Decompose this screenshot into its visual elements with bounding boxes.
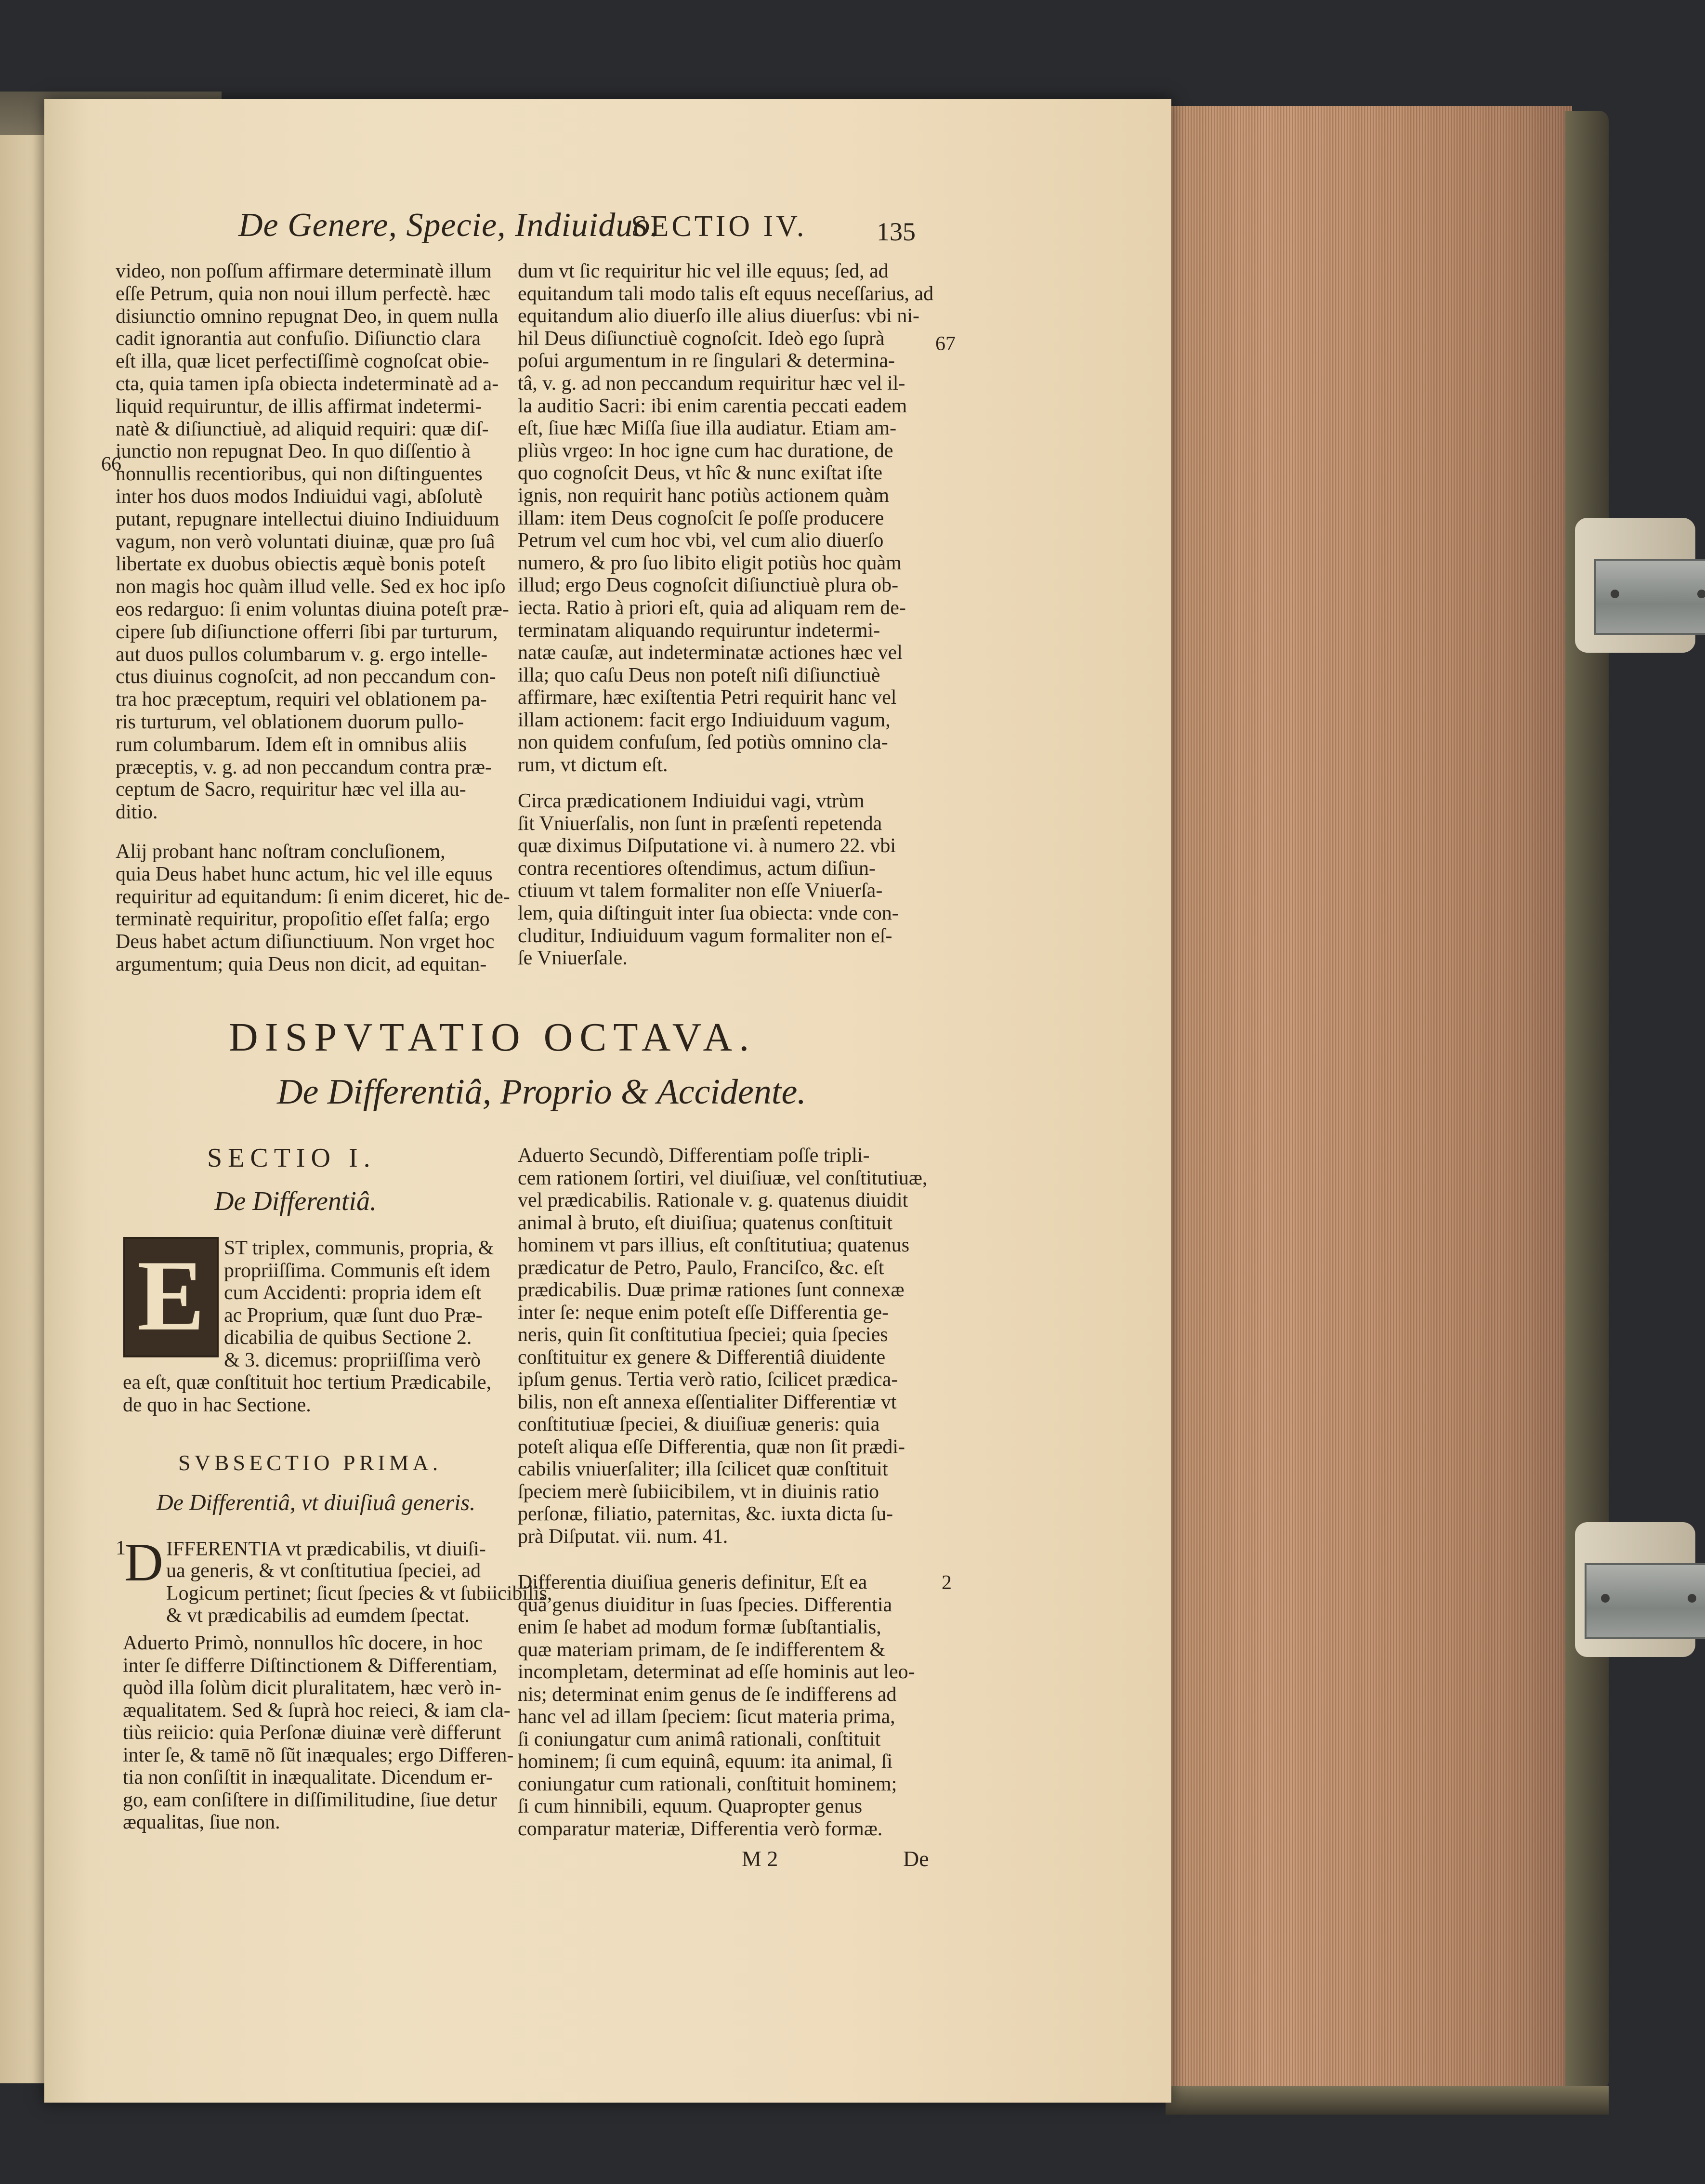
text-line: inter ſe: neque enim poteſt eſſe Differentia ge- <box>518 1301 889 1324</box>
text-line: Aduerto Primò, nonnullos hîc docere, in hoc <box>123 1632 483 1654</box>
text-line: ignis, non requirit hanc potiùs actionem quàm <box>518 484 890 507</box>
text-line: hominem; ſi cum equinâ, equum: ita animal, ſi <box>518 1750 893 1773</box>
text-line: propriiſſima. Communis eſt idem <box>224 1259 490 1282</box>
text-line: Circa prædicationem Indiuidui vagi, vtrùm <box>518 790 865 812</box>
text-line: æqualitas, ſiue non. <box>123 1811 280 1833</box>
text-line: & vt prædicabilis ad eumdem ſpectat. <box>166 1605 470 1627</box>
text-line: æqualitatem. Sed & ſuprà hoc reieci, & iam cla- <box>123 1699 511 1722</box>
sectio-heading: SECTIO I. <box>207 1143 376 1173</box>
text-line: lem, quia diſtinguit inter ſua obiecta: vnde con- <box>518 902 899 924</box>
text-line: iunctio non repugnat Deo. In quo diſſentio à <box>116 440 471 463</box>
text-line: enim ſe habet ad modum formæ ſubſtantialis, <box>518 1616 881 1638</box>
text-line: tra hoc præceptum, requiri vel oblationem pa- <box>116 688 487 711</box>
text-line: ſe Vniuerſale. <box>518 947 628 970</box>
text-line: terminatè requiritur, propoſitio eſſet falſa; ergo <box>116 908 490 931</box>
text-line: eſſe Petrum, quia non noui illum perfectè. hæc <box>116 282 490 305</box>
right-column-top-paragraph2 <box>518 790 899 970</box>
text-line: non quidem confuſum, ſed potiùs omnino cla- <box>518 731 888 754</box>
subsectio-paragraph2 <box>123 1632 513 1834</box>
text-line: quâ genus diuiditur in ſuas ſpecies. Differentia <box>518 1593 892 1616</box>
text-line: coniungatur cum rationali, conſtituit hominem; <box>518 1773 897 1795</box>
book-cover <box>1565 111 1609 2091</box>
text-line: iecta. Ratio à priori eſt, quia ad aliquam rem de- <box>518 596 906 619</box>
disputatio-title: DISPVTATIO OCTAVA. <box>229 1015 756 1060</box>
text-line: ST triplex, communis, propria, & <box>224 1237 494 1259</box>
text-line: & 3. dicemus: propriiſſima verò <box>224 1349 481 1371</box>
text-line: hominem vt pars illius, eſt conſtitutiua; quatenus <box>518 1234 910 1256</box>
text-line: go, eam conſiſtere in diſſimilitudine, ſiue detur <box>123 1789 497 1811</box>
text-line: ua generis, & vt conſtitutiua ſpeciei, ad <box>166 1560 481 1582</box>
text-line: rum columbarum. Idem eſt in omnibus aliis <box>116 733 467 756</box>
text-line: poteſt aliqua eſſe Differentia, quæ non ſit prædi- <box>518 1435 905 1458</box>
text-line: quæ materiam primam, de ſe indifferentem & <box>518 1638 886 1661</box>
text-line: Aduerto Secundò, Differentiam poſſe tripli- <box>518 1145 870 1167</box>
text-line: ſi coniungatur cum animâ rationali, conſtituit <box>518 1728 881 1750</box>
text-line: neris, quin ſit conſtitutiua ſpeciei; quia ſpecies <box>518 1324 888 1346</box>
text-line: tiùs reiicio: quia Perſonæ diuinæ verè differunt <box>123 1722 501 1744</box>
subsectio-dropcap: D <box>124 1533 163 1592</box>
text-line: ctiuum vt talem formaliter non eſſe Vniuerſa- <box>518 880 883 902</box>
signature-mark: M 2 <box>742 1846 778 1871</box>
text-line: contra recentiores oſtendimus, actum diſiun- <box>518 857 876 880</box>
text-line: prà Diſputat. vii. num. 41. <box>518 1525 728 1548</box>
left-column-top-paragraph2 <box>116 841 510 976</box>
text-line: ſi cum hinnibili, equum. Quapropter genus <box>518 1795 863 1817</box>
text-line: eſt, ſiue hæc Miſſa ſiue illa audiatur. Etiam am- <box>518 417 897 440</box>
disputatio-subtitle: De Differentiâ, Proprio & Accidente. <box>277 1072 806 1112</box>
text-line: prædicabilis. Duæ primæ rationes ſunt connexæ <box>518 1279 905 1301</box>
subsectio-first-line: IFFERENTIA vt prædicabilis, vt diuiſi- <box>166 1538 486 1560</box>
text-line: vel prædicabilis. Rationale v. g. quatenus diuidit <box>518 1189 908 1211</box>
initial-letter: E <box>137 1240 205 1352</box>
text-line: affirmare, hæc exiſtentia Petri requirit hanc vel <box>518 686 897 709</box>
text-line: quo cognoſcit Deus, vt hîc & nunc exiſtat iſte <box>518 462 883 485</box>
text-line: terminatam aliquando requiruntur indetermi- <box>518 619 880 642</box>
text-line: equitandum alio diuerſo ille alius diuerſus: vbi ni- <box>518 305 920 328</box>
text-line: inter ſe, & tamē nõ ſũt inæquales; ergo Differen- <box>123 1744 514 1766</box>
text-line: perſonæ, filiatio, paternitas, &c. iuxta dicta ſu- <box>518 1503 893 1525</box>
clasp-lower-metal <box>1585 1563 1705 1639</box>
ornamental-initial <box>123 1237 219 1357</box>
text-line: cadit ignorantia aut confuſio. Diſiunctio clara <box>116 328 481 350</box>
text-line: natè & diſiunctiuè, ad aliquid requiri: quæ diſ- <box>116 418 489 440</box>
text-line: Deus habet actum diſiunctiuum. Non vrget hoc <box>116 931 495 953</box>
text-line: libertate ex duobus obiectis æquè bonis poteſt <box>116 553 485 576</box>
text-line: equitandum tali modo talis eſt equus neceſſarius, ad <box>518 282 934 305</box>
text-line: ris turturum, vel oblationem duorum pullo- <box>116 710 464 733</box>
text-line: ceptum de Sacro, requiritur hæc vel illa au- <box>116 778 466 801</box>
text-line: cum Accidenti: propria idem eſt <box>224 1282 482 1304</box>
text-line: ctus diuinus cognoſcit, ad non peccandum con- <box>116 666 496 688</box>
text-line: putant, repugnare intellectui diuino Indiuiduum <box>116 508 499 530</box>
subsectio-subheading: De Differentiâ, vt diuiſiuâ generis. <box>157 1490 476 1515</box>
text-line: hil Deus diſiunctiuè cognoſcit. Ideò ego ſuprà <box>518 327 885 350</box>
text-line: Petrum vel cum hoc vbi, vel cum alio diuerſo <box>518 529 884 552</box>
text-line: cluditur, Indiuiduum vagum formaliter non eſ- <box>518 924 892 947</box>
text-line: quòd illa ſolùm dicit pluralitatem, hæc verò in- <box>123 1677 502 1699</box>
text-line: inter ſe differre Diſtinctionem & Differentiam, <box>123 1654 498 1677</box>
left-column-top <box>116 260 509 824</box>
text-line: la auditio Sacri: ibi enim carentia peccati eadem <box>518 395 907 417</box>
text-line: tia non conſiſtit in inæqualitate. Dicendum er- <box>123 1766 493 1789</box>
text-line: quia Deus habet hunc actum, hic vel ille equus <box>116 863 493 885</box>
margin-number-left-bottom: 1 <box>116 1537 126 1559</box>
margin-number-right-top: 67 <box>935 333 956 355</box>
subsectio-heading: SVBSECTIO PRIMA. <box>178 1450 442 1475</box>
text-line: numero, & pro ſuo libito eligit potiùs hoc quàm <box>518 552 902 574</box>
right-column-bottom <box>518 1145 927 1548</box>
text-line: cem rationem ſortiri, vel diuiſiuæ, vel conſtitutiuæ, <box>518 1167 928 1189</box>
text-line: liquid requiruntur, de illis affirmat indetermi- <box>116 395 482 418</box>
text-line: non magis hoc quàm illud velle. Sed ex hoc ipſo <box>116 576 506 598</box>
text-line: requiritur ad equitandum: ſi enim diceret, hic de- <box>116 885 510 908</box>
page-number: 135 <box>877 217 916 246</box>
text-line: hanc vel ad illam ſpeciem: ſicut materia prima, <box>518 1706 895 1728</box>
text-line: cta, quia tamen ipſa obiecta indeterminatè ad a- <box>116 372 499 395</box>
text-line: argumentum; quia Deus non dicit, ad equitan- <box>116 953 487 975</box>
margin-number-left: 66 <box>101 453 121 475</box>
text-line: dum vt ſic requiritur hic vel ille equus; ſed, ad <box>518 260 889 282</box>
text-line: cipere ſub diſiunctione offerri ſibi par turturum, <box>116 620 498 643</box>
text-line: inter hos duos modos Indiuidui vagi, abſolutè <box>116 485 483 508</box>
text-line: ea eſt, quæ conſtituit hoc tertium Prædicabile, <box>123 1371 492 1394</box>
text-line: illud; ergo Deus cognoſcit diſiunctiuè plura ob- <box>518 574 899 597</box>
text-line: conſtitutiuæ ſpeciei, & diuiſiuæ generis: quia <box>518 1413 880 1435</box>
text-line: natæ cauſæ, aut indeterminatæ actiones hæc vel <box>518 642 903 664</box>
text-line: Logicum pertinet; ſicut ſpecies & vt ſubiicibilis, <box>166 1582 552 1605</box>
text-line: eos redarguo: ſi enim voluntas diuina poteſt præ- <box>116 598 509 620</box>
margin-number-right-bottom: 2 <box>942 1572 952 1594</box>
running-head-title: De Genere, Specie, Indiuiduo. <box>238 207 659 244</box>
text-line: tâ, v. g. ad non peccandum requiritur hæc vel il- <box>518 372 905 395</box>
sectio-subheading: De Differentiâ. <box>214 1186 377 1216</box>
text-line: Differentia diuiſiua generis definitur, Eſt ea <box>518 1571 867 1593</box>
text-line: poſui argumentum in re ſingulari & determina- <box>518 350 895 372</box>
text-line: conſtituitur ex genere & Differentiâ diuidente <box>518 1346 886 1368</box>
text-line: disiunctio omnino repugnat Deo, in quem nulla <box>116 305 498 328</box>
text-line: prædicatur de Petro, Paulo, Franciſco, &c. eſt <box>518 1256 884 1279</box>
text-line: rum, vt dictum eſt. <box>518 754 668 776</box>
text-line: ſpeciem merè ſubiicibilem, vt in diuinis ratio <box>518 1480 879 1503</box>
text-line: cabilis vniuerſaliter; illa ſcilicet quæ conſtituit <box>518 1458 888 1480</box>
text-line: nonnullis recentioribus, qui non diſtinguentes <box>116 463 483 486</box>
catchword: De <box>903 1846 929 1871</box>
text-line: incompletam, determinat ad eſſe hominis aut leo- <box>518 1661 915 1683</box>
text-line: Alij probant hanc noſtram concluſionem, <box>116 841 446 863</box>
text-line: eſt illa, quæ licet perfectiſſimè cognoſcat obie- <box>116 350 489 373</box>
text-line: animal à bruto, eſt diuiſiua; quatenus conſtituit <box>518 1211 893 1234</box>
text-line: pliùs vrgeo: In hoc igne cum hac duratione, de <box>518 439 893 462</box>
page-edges <box>1166 106 1572 2095</box>
right-column-top <box>518 260 933 776</box>
text-line: nis; determinat enim genus de ſe indifferens ad <box>518 1683 897 1706</box>
text-line: quæ diximus Diſputatione vi. à numero 22. vbi <box>518 835 896 857</box>
text-line: ſit Vniuerſalis, non ſunt in præſenti repetenda <box>518 812 882 835</box>
text-line: ditio. <box>116 801 158 824</box>
text-line: comparatur materiæ, Differentia verò formæ. <box>518 1817 883 1840</box>
text-line: ac Proprium, quæ ſunt duo Præ- <box>224 1304 483 1327</box>
text-line: video, non poſſum affirmare determinatè illum <box>116 260 492 282</box>
text-line: præceptis, v. g. ad non peccandum contra præ- <box>116 756 492 778</box>
text-line: de quo in hac Sectione. <box>123 1394 311 1416</box>
text-line: ipſum genus. Tertia verò ratio, ſcilicet prædica- <box>518 1368 898 1391</box>
intro-lines-full <box>123 1371 491 1416</box>
intro-lines-indented <box>224 1237 494 1371</box>
text-line: illam: item Deus cognoſcit ſe poſſe producere <box>518 507 884 529</box>
clasp-upper-metal <box>1594 559 1705 635</box>
text-line: vagum, non verò voluntati diuinæ, quæ pro ſuâ <box>116 530 495 553</box>
text-line: illa; quo caſu Deus non poteſt niſi diſiunctiuè <box>518 664 880 686</box>
text-line: bilis, non eſt annexa eſſentialiter Differentiæ vt <box>518 1391 897 1413</box>
subsectio-lines <box>166 1560 552 1627</box>
running-head-section: SECTIO IV. <box>631 210 807 243</box>
text-line: illam actionem: facit ergo Indiuiduum vagum, <box>518 709 891 731</box>
text-line: aut duos pullos columbarum v. g. ergo intelle- <box>116 643 488 666</box>
book-cover-bottom <box>1166 2086 1609 2115</box>
right-column-bottom-paragraph2 <box>518 1571 915 1840</box>
text-line: dicabilia de quibus Sectione 2. <box>224 1327 472 1349</box>
